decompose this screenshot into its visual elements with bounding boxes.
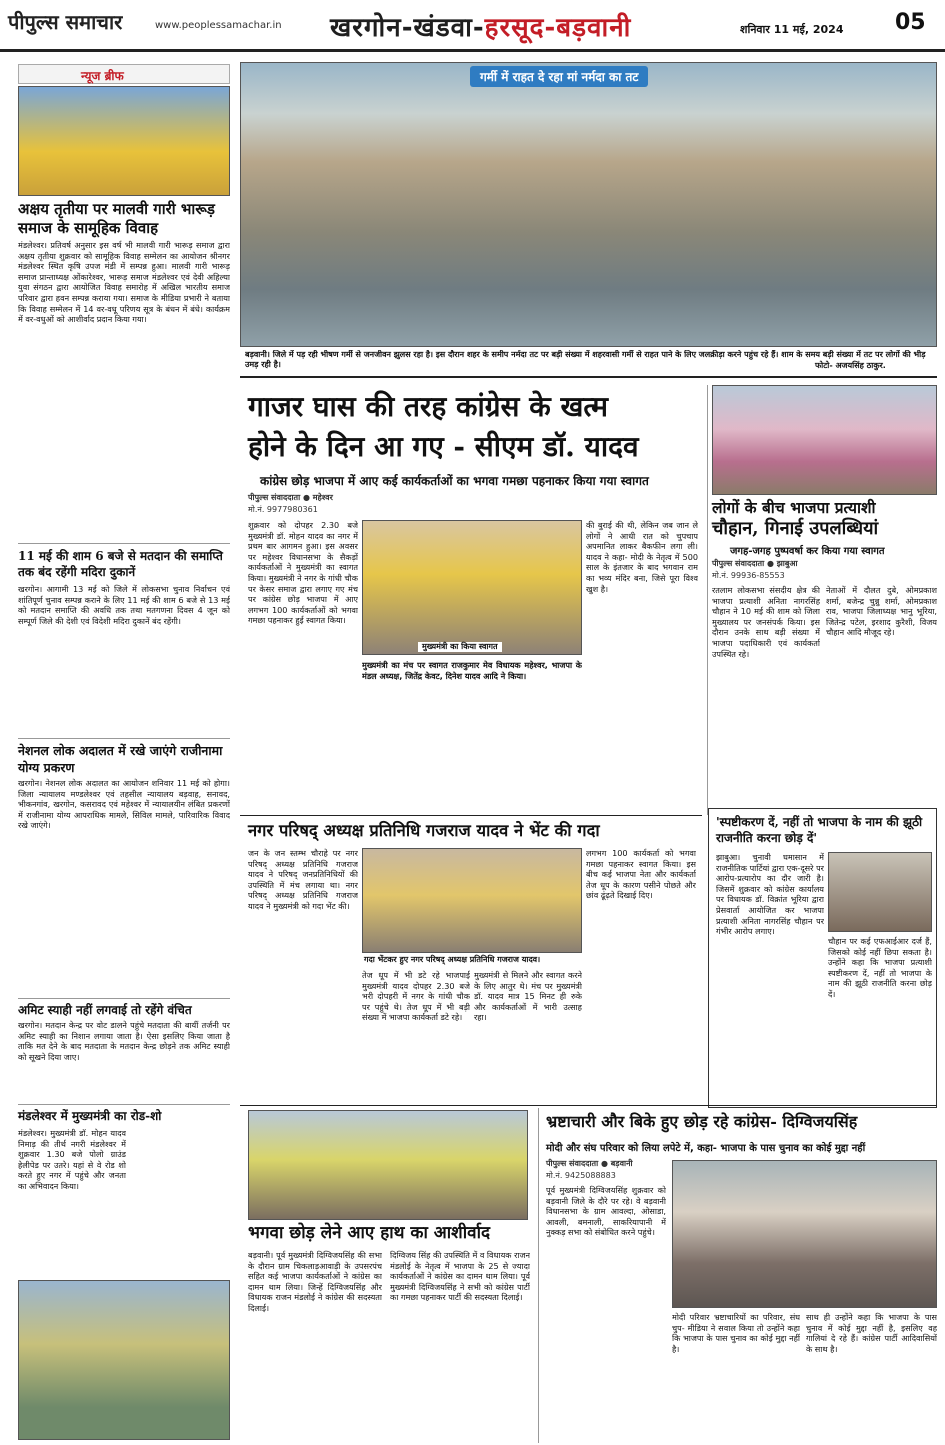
- story3-body: खरगोन। नेशनल लोक अदालत का आयोजन शनिवार 11 मई को होगा। जिला न्यायालय मण्डलेश्वर एवं तहसील न्यायालय बड़वाह, सनावद, भीकनगांव, खरगोन, कसरावद एवं महेश्वर में न्यायालयीन लंबित प्रकरणों में राजीनामा योग्य आपराधिक मामले, सिविल मामले, पारिवारिक विवाद रखे जाएंगे।: [18, 778, 230, 831]
- right-headline-line1: लोगों के बीच भाजपा प्रत्याशी: [712, 498, 876, 517]
- top-photo-caption: बड़वानी। जिले में पड़ रही भीषण गर्मी से जनजीवन झुलस रहा है। इस दौरान शहर के समीप नर्मदा तट पर बड़ी संख्या में शहरवासी गर्मी से राहत पाने के लिए जलक्रीड़ा करने पहुंच रहे हैं। शाम के समय बड़ी संख्या में तट पर लोगों की भीड़ उमड़ रही है।: [245, 350, 926, 369]
- story4-headline: अमिट स्याही नहीं लगवाई तो रहेंगे वंचित: [18, 1003, 192, 1017]
- bottom-right-byline: पीपुल्स संवाददाता ● बड़वानी: [546, 1159, 633, 1168]
- story5-body-cont: [130, 1128, 234, 1278]
- wedding-photo: [18, 86, 230, 196]
- parishad-body-d: लगभग 100 कार्यकर्ता को भगवा गमछा पहनाकर स्वागत किया। इस बीच कई भाजपा नेता और कार्यकर्ता तेज धूप के कारण पसीने पोछते और छांव ढूंढ़ते दिखाई दिए।: [586, 848, 696, 901]
- story2-body: खरगोन। आगामी 13 मई को जिले में लोकसभा चुनाव निर्वाचन एवं शांतिपूर्ण चुनाव सम्पन्न कराने के लिए 11 मई की शाम 6 बजे से 13 मई को मतदान समाप्ति की अवधि तक तथा मतगणना दिवस 4 जून को सम्पूर्ण जिले की देशी एवं विदेशी मदिरा दुकानें बंद रहेंगी।: [18, 584, 230, 626]
- bottom-right-body-c: साथ ही उन्होंने कहा कि भाजपा के पास चुनाव में कोई मुद्दा नहीं है, इसलिए वह गालियां दे रहे हैं। कांग्रेस पार्टी आदिवासियों के साथ है।: [806, 1312, 937, 1354]
- cm-photo-note: मुख्यमंत्री का मंच पर स्वागत राजकुमार मेव विधायक महेश्वर, भाजपा के मंडल अध्यक्ष, जितेंद्र केवट, दिनेश यादव आदि ने किया।: [362, 660, 582, 681]
- narmada-ghat-photo: [240, 62, 937, 347]
- bottom-right-deck: मोदी और संघ परिवार को लिया लपेटे में, कहा- भाजपा के पास चुनाव का कोई मुद्दा नहीं: [546, 1143, 866, 1154]
- bottom-right-body-a: पूर्व मुख्यमंत्री दिग्विजयसिंह शुक्रवार को बड़वानी जिले के दौरे पर रहे। वे बड़वानी विधानसभा के ग्राम आवल्दा, ओसाडा, आवली, बमनाली, साकरियापानी में नुक्कड़ सभा को संबोधित करने पहुंचे।: [546, 1185, 666, 1238]
- gada-photo-caption: गदा भेंटकर हुए नगर परिषद् अध्यक्ष प्रतिनिधि गजराज यादव।: [364, 955, 541, 964]
- newspaper-brand: पीपुल्स समाचार: [8, 10, 123, 34]
- news-brief-label: न्यूज ब्रीफ: [18, 64, 230, 84]
- story2-headline: 11 मई की शाम 6 बजे से मतदान की समाप्ति तक बंद रहेंगी मदिरा दुकानें: [18, 549, 223, 579]
- quote-body-2: चौहान पर कई एफआईआर दर्ज हैं, जिसको कोई नहीं छिपा सकता है। उन्होंने कहा कि भाजपा प्रत्याशी स्पष्टीकरण दें, नहीं तो भाजपा के नाम की झूठी राजनीति करना छोड़ दें।: [828, 936, 932, 999]
- bottom-mid-headline: भगवा छोड़ लेने आए हाथ का आशीर्वाद: [248, 1223, 491, 1243]
- right-byline: पीपुल्स संवाददाता ● झाबुआ: [712, 559, 798, 568]
- parishad-headline: नगर परिषद् अध्यक्ष प्रतिनिधि गजराज यादव ने भेंट की गदा: [248, 821, 600, 840]
- right-body-a: रतलाम लोकसभा संसदीय क्षेत्र की भाजपा प्रत्याशी अनिता नागरसिंह चौहान ने 10 मई की शाम को जिला मुख्यालय पर जनसंपर्क किया। इस दौरान उनके साथ बड़ी संख्या में भाजपा पदाधिकारी एवं कार्यकर्ता उपस्थित रहे।: [712, 585, 820, 659]
- bottom-right-headline: भ्रष्टाचारी और बिके हुए छोड़ रहे कांग्रेस- दिग्विजयसिंह: [546, 1112, 858, 1131]
- right-body-b: नेताओं में दौलत दुबे, ओमप्रकाश शर्मा, बजेन्द्र चुन्नु शर्मा, ओमप्रकाश राव, भाजपा जिलाध्यक्ष भानु भूरिया, जितेन्द्र पटेल, इरशाद कुरैशी, विजय चौहान आदि मौजूद रहे।: [826, 585, 937, 638]
- parishad-body-a: जन के जन स्तम्भ चौराहे पर नगर परिषद् अध्यक्ष प्रतिनिधि गजराज यादव ने परिषद् जनप्रतिनिधियों की उपस्थिति में मंच लगाया था। नगर परिषद् अध्यक्ष प्रतिनिधि गजराज यादव ने मुख्यमंत्री को गदा भेंट की।: [248, 848, 358, 911]
- quote-body: झाबुआ। चुनावी घमासान में राजनीतिक पार्टियां द्वारा एक-दूसरे पर आरोप-प्रत्यारोप का दौर जारी है। जिसमें शुक्रवार को कांग्रेस कार्यालय पर विधायक डॉ. विक्रांत भूरिया द्वारा प्रेसवार्ता आयोजित कर भाजपा प्रत्याशी अनिता नागरसिंह चौहान पर गंभीर आरोप लगाए।: [716, 852, 824, 937]
- jhabua-campaign-photo: [712, 385, 937, 495]
- page-date: शनिवार 11 मई, 2024: [740, 23, 844, 36]
- bottom-mid-body-a: बड़वानी। पूर्व मुख्यमंत्री दिग्विजयसिंह की सभा के दौरान ग्राम चिकलाड़आवाड़ी के उपसरपंच सहित कई भाजपा कार्यकर्ताओं ने कांग्रेस का दामन थाम लिया। जिन्हें दिग्विजयसिंह और विधायक राजन मंडलोई ने कांग्रेस की सदस्यता दिलाई।: [248, 1250, 382, 1313]
- bottom-right-mobile: मो.नं. 9425088883: [546, 1171, 616, 1180]
- cm-photo-caption: मुख्यमंत्री का किया स्वागत: [418, 642, 502, 652]
- story1-headline: अक्षय तृतीया पर मालवी गारी भारूड़ समाज के सामूहिक विवाह: [18, 200, 215, 237]
- story5-headline: मंडलेश्वर में मुख्यमंत्री का रोड-शो: [18, 1109, 162, 1123]
- lead-body-a: शुक्रवार को दोपहर 2.30 बजे मुख्यमंत्री डॉ. मोहन यादव का नगर में प्रथम बार आगमन हुआ। इस अवसर पर महेश्वर विधानसभा के सैकड़ों कार्यकर्ताओं ने मुख्यमंत्री का स्वागत किया। मुख्यमंत्री ने नगर के गांधी चौक पर केसर समाज द्वारा लगाए गए मंच पर कांग्रेस छोड़ भाजपा में आए लगभग 100 कार्यकर्ताओं को भगवा गमछा पहनाकर हुई स्वागत किया।: [248, 520, 358, 626]
- page-region-title: खरगोन-खंडवा-हरसूद-बड़वानी: [330, 13, 632, 43]
- lead-headline-line2: होने के दिन आ गए - सीएम डॉ. यादव: [248, 430, 639, 463]
- quote-headline: 'स्पष्टीकरण दें, नहीं तो भाजपा के नाम की झूठी राजनीति करना छोड़ दें': [716, 815, 923, 845]
- story5-body: मंडलेश्वर। मुख्यमंत्री डॉ. मोहन यादव निमाड़ की तीर्थ नगरी मंडलेश्वर में शुक्रवार 1.30 बजे पोलो ग्राउंड हेलीपेड पर उतरे। यहां से वे रोड शो करते हुए नगर में पहुंचे और जनता का अभिवादन किया।: [18, 1128, 126, 1191]
- lead-byline: पीपुल्स संवाददाता ● महेश्वर: [248, 493, 333, 502]
- parishad-body-b: तेज धूप में भी डटे रहे भाजपाई मुख्यमंत्री यादव दोपहर 2.30 बजे भरी दोपहरी में नगर के गांधी चौक पर पहुंचे थे। तेज धूप में भी बड़ी संख्या में भाजपा कार्यकर्ता डटे रहे।: [362, 970, 470, 1023]
- gada-photo: [362, 848, 582, 953]
- story1-body: मंडलेश्वर। प्रतिवर्ष अनुसार इस वर्ष भी मालवी गारी भारूड़ समाज द्वारा अक्षय तृतीया शुक्रवार को सामूहिक विवाह सम्मेलन का आयोजन श्रीनगर मंडलेश्वर स्थित कृषि उपज मंडी में सम्पन्न हुआ। मालवी गारी भारूड़ समाज प्रान्ताध्यक्ष ओंकारेश्वर, भारूड़ समाज मंडलेश्वर एवं देवी अहिल्या युवा संगठन द्वारा आयोजित विवाह समारोह में अखिल भारतीय समाज परिवार द्वारा हवन सम्पन्न कराया गया। समाज के मीडिया प्रभारी ने बताया कि विवाह सम्मेलन में 14 वर-वधू परिणय सूत्र के बंधन में बंधे। कार्यक्रम में वर-वधुओं को आशीर्वाद प्रदान किया गया।: [18, 240, 230, 325]
- bottom-right-body-b: मोदी परिवार भ्रष्टाचारियों का परिवार, संघ चुप- मीडिया ने सवाल किया तो उन्होंने कहा कि भाजपा के पास चुनाव का कोई मुद्दा नहीं है।: [672, 1312, 800, 1354]
- top-photo-credit: फोटो- अजयसिंह ठाकुर.: [815, 361, 886, 370]
- vikrant-bhuria-photo: [828, 852, 932, 932]
- roadshow-photo: [18, 1280, 230, 1440]
- right-deck: जगह-जगह पुष्पवर्षा कर किया गया स्वागत: [730, 546, 885, 557]
- story3-headline: नेशनल लोक अदालत में रखे जाएंगे राजीनामा योग्य प्रकरण: [18, 743, 223, 775]
- lead-headline-line1: गाजर घास की तरह कांग्रेस के खत्म: [248, 390, 608, 423]
- right-headline-line2: चौहान, गिनाई उपलब्धियां: [712, 518, 879, 539]
- lead-deck: कांग्रेस छोड़ भाजपा में आए कई कार्यकर्ताओं का भगवा गमछा पहनाकर किया गया स्वागत: [260, 474, 649, 488]
- lead-body-b: की बुराई की थी, लेकिन जब जान ले लोगों ने आधी रात को चुपचाप अपमानित लाकर बैकफीन लगा ली। यादव ने कहा- मोदी के नेतृत्व में 500 साल के इंतजार के बाद भगवान राम का भव्य मंदिर बना, जिसे पूरा विश्व खुश है।: [586, 520, 698, 594]
- masthead: [0, 0, 945, 52]
- digvijay-rally-photo: [672, 1160, 937, 1308]
- right-mobile: मो.नं. 99936-85553: [712, 571, 785, 580]
- page-number: 05: [895, 10, 926, 35]
- lead-mobile: मो.नं. 9977980361: [248, 505, 318, 514]
- story4-body: खरगोन। मतदान केन्द्र पर वोट डालने पहुंचे मतदाता की बायीं तर्जनी पर अमिट स्याही का निशान लगाया जाता है। ऐसा इसलिए किया जाता है ताकि मत देने के बाद मतदाता के मतदान केन्द्र छोड़ने तक अमिट स्याही को सूखने दिया जाए।: [18, 1020, 230, 1062]
- photo-tag: गर्मी में राहत दे रहा मां नर्मदा का तट: [470, 66, 648, 87]
- cm-welcome-photo: [362, 520, 582, 655]
- parishad-body-c: मुख्यमंत्री से मिलने और स्वागत करने के लिए आतुर थे। मंच पर मुख्यमंत्री डॉ. यादव मात्र 15 मिनट ही रुके और कार्यकर्ताओं में भारी उत्साह रहा।: [474, 970, 582, 1023]
- bottom-mid-body-b: दिग्विजय सिंह की उपस्थिति में व विधायक राजन मंडलोई के नेतृत्व में भाजपा के 25 से ज्यादा कार्यकर्ताओं ने कांग्रेस का दामन थाम लिया। पूर्व मुख्यमंत्री दिग्विजयसिंह ने सभी को कांग्रेस पार्टी का गमछा पहनाकर पार्टी की सदस्यता दिलाई।: [390, 1250, 530, 1303]
- congress-joining-photo: [248, 1110, 528, 1220]
- newspaper-url[interactable]: www.peoplessamachar.in: [155, 20, 282, 31]
